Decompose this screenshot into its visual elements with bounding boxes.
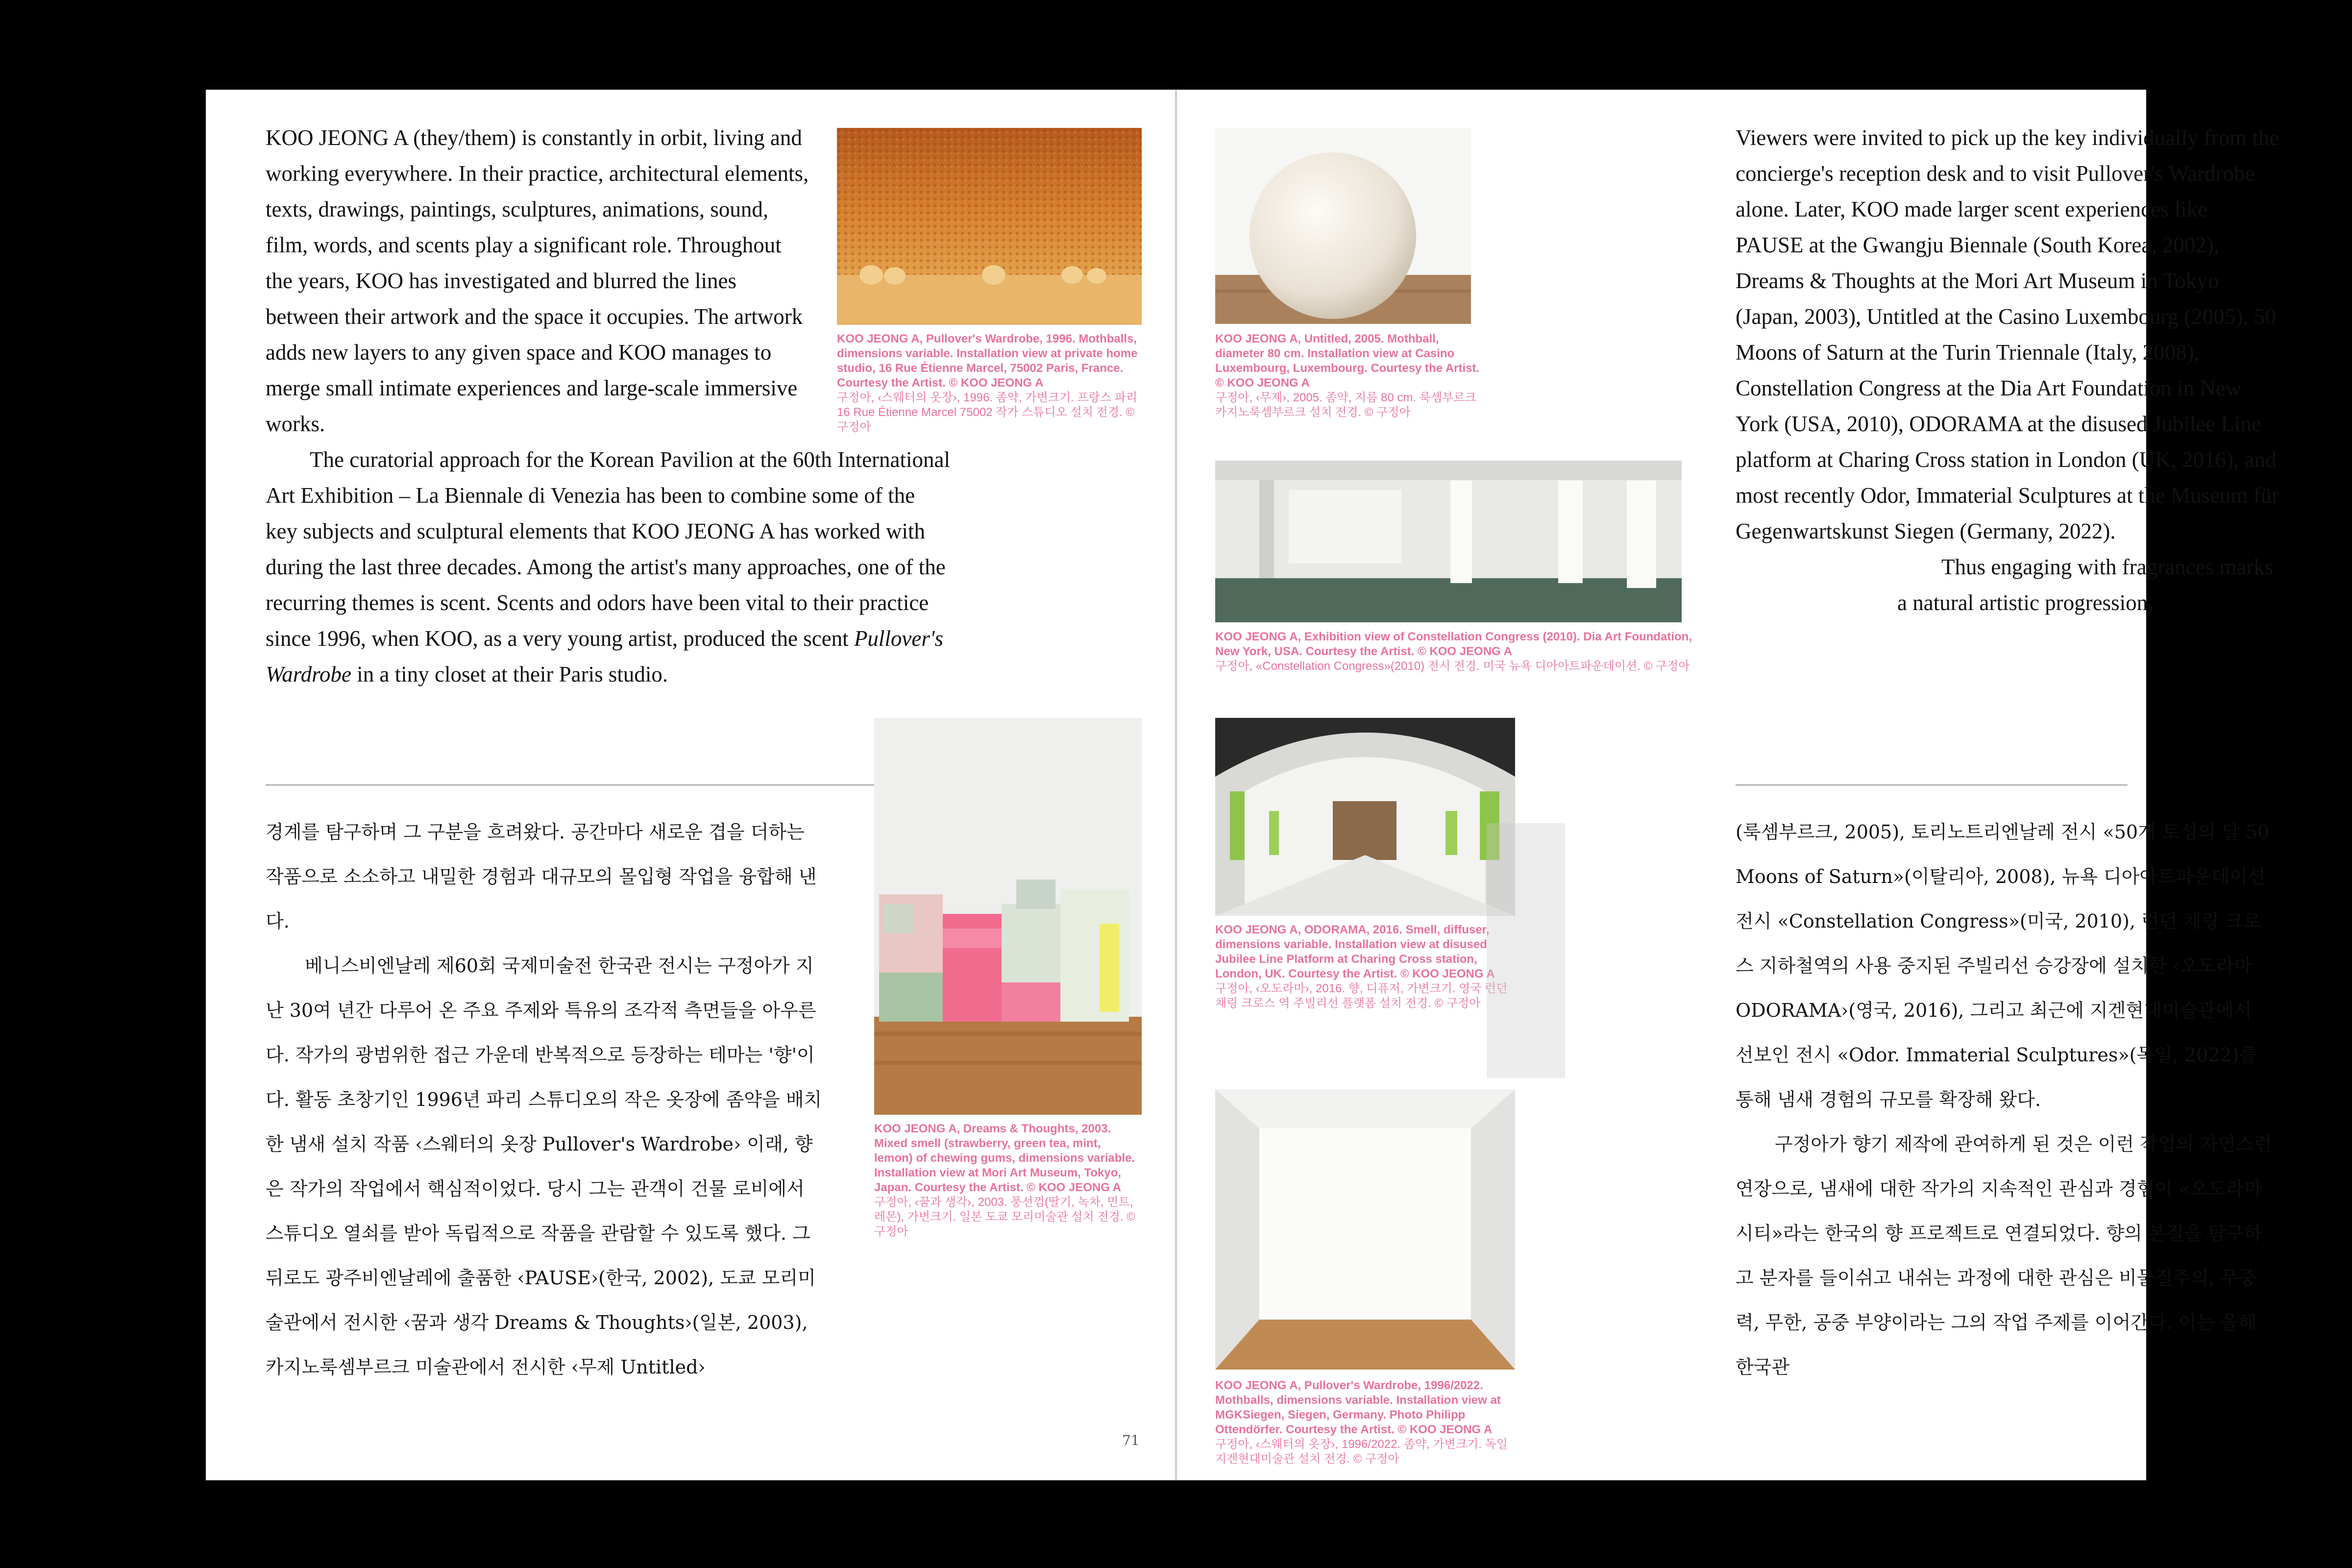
caption-pullovers-wardrobe-2022: KOO JEONG A, Pullover's Wardrobe, 1996/2022. Mothballs, dimensions variable. Installation view at MGKSiegen, Siegen, Germany. Photo Philipp Ottendörfer. Courtesy the Artist. © KOO JEONG A 구정아, ‹스웨터의 옷장›, 1996/2022. 좀약, 가변크기. 독일 지겐현대미술관 설치 전경. © 구정아 bbox=[1215, 1379, 1508, 1466]
right-page bbox=[1177, 90, 2279, 1480]
photo-pullovers-wardrobe-2022 bbox=[1215, 1089, 1515, 1370]
en-paragraph-3: Viewers were invited to pick up the key individually from the concierge's reception desk and to visit Pullover's Wardrobe alone. Later, KOO made larger scent experiences like PAUSE at the Gwangju Biennale (South Korea, 2002), Dreams & Thoughts at the Mori Art Museum in Tokyo (Japan, 2003), Untitled at the Casino Luxembourg (2005), 50 Moons of Saturn at the Turin Triennale (Italy, 2008), Constellation Congress at the Dia Art Foundation in New York (USA, 2010), ODORAMA at the disused Jubilee Line platform at Charing Cross station in London (UK, 2016), and most recently Odor, Immaterial Sculptures at the Museum für Gegenwartskunst Siegen (Germany, 2022). bbox=[1736, 125, 2279, 543]
ko-paragraph-1: 경계를 탐구하며 그 구분을 흐려왔다. 공간마다 새로운 겹을 더하는 작품으로 소소하고 내밀한 경험과 대규모의 몰입형 작업을 융합해 낸다. bbox=[266, 821, 817, 932]
left-page bbox=[206, 90, 1175, 1480]
caption-pullovers-wardrobe: KOO JEONG A, Pullover's Wardrobe, 1996. Mothballs, dimensions variable. Installation view at private home studio, 16 Rue Étienne Marcel, 75002 Paris, France. Courtesy the Artist. © KOO JEONG A 구정아, ‹스웨터의 옷장›, 1996. 좀약, 가변크기. 프랑스 파리 16 Rue Étienne Marcel 75002 작가 스튜디오 설치 전경. © 구정아 bbox=[837, 332, 1138, 434]
english-text-left bbox=[266, 120, 950, 692]
en-paragraph-2: The curatorial approach for the Korean Pavilion at the 60th International Art Exhibition – La Biennale di Venezia has been to combine some of the key subjects and sculptural elements that KOO JEONG A has worked with during the last three decades. Among the artist's many approaches, one of the recurring themes is scent. Scents and odors have been vital to their practice since 1996, when KOO, as a very young artist, produced the scent Pullover's Wardrobe in a tiny closet at their Paris studio. bbox=[266, 447, 950, 686]
photo-untitled-sphere bbox=[1215, 128, 1471, 324]
en-paragraph-1: KOO JEONG A (they/them) is constantly in orbit, living and working everywhere. In their practice, architectural elements, texts, drawings, paintings, sculptures, animations, sound, film, words, and scents play a significant role. Throughout the years, KOO has investigated and blurred the lines between their artwork and the space it occupies. The artwork adds new layers to any given space and KOO manages to merge small intimate experiences and large-scale immersive works. bbox=[266, 125, 809, 436]
translucent-overlay bbox=[1487, 823, 1565, 1078]
caption-untitled-sphere: KOO JEONG A, Untitled, 2005. Mothball, diameter 80 cm. Installation view at Casino Luxembourg, Luxembourg. Courtesy the Artist. © KOO JEONG A 구정아, ‹무제›, 2005. 좀약, 지름 80 cm. 룩셈부르크 카지노룩셈부르크 설치 전경. © 구정아 bbox=[1215, 332, 1480, 419]
caption-constellation-congress: KOO JEONG A, Exhibition view of Constellation Congress (2010). Dia Art Foundation, New York, USA. Courtesy the Artist. © KOO JEONG A 구정아, «Constellation Congress»(2010) 전시 전경. 미국 뉴욕 디아아트파운데이션. © 구정아 bbox=[1215, 630, 1692, 673]
caption-odorama: KOO JEONG A, ODORAMA, 2016. Smell, diffuser, dimensions variable. Installation view at disused Jubilee Line Platform at Charing Cross station, London, UK. Courtesy the Artist. © KOO JEONG A 구정아, ‹오도라마›, 2016. 향, 디퓨저, 가변크기. 영국 런던 채링 크로스 역 주빌리선 플랫폼 설치 전경. © 구정아 bbox=[1215, 923, 1508, 1010]
ko-paragraph-3: (룩셈부르크, 2005), 토리노트리엔날레 전시 «50개 토성의 달 50 Moons of Saturn»(이탈리아, 2008), 뉴욕 디아아트파운데이션 전시 «Constellation Congress»(미국, 2010), 런던 채링 크로스 지하철역의 사용 중지된 주빌리선 승강장에 설치한 ‹오도라마 ODORAMA›(영국, 2016), 그리고 최근에 지겐현대미술관에서 선보인 전시 «Odor. Immaterial Sculptures»(독일, 2022)를 통해 냄새 경험의 규모를 확장해 왔다. bbox=[1736, 821, 2270, 1110]
ko-paragraph-2: 베니스비엔날레 제60회 국제미술전 한국관 전시는 구정아가 지난 30여 년간 다루어 온 주요 주제와 특유의 조각적 측면들을 아우른다. 작가의 광범위한 접근 가운데 반복적으로 등장하는 테마는 '향'이다. 활동 초창기인 1996년 파리 스튜디오의 작은 옷장에 좀약을 배치한 냄새 설치 작품 ‹스웨터의 옷장 Pullover's Wardrobe› 이래, 향은 작가의 작업에서 핵심적이었다. 당시 그는 관객이 건물 로비에서 스튜디오 열쇠를 받아 독립적으로 작품을 관람할 수 있도록 했다. 그 뒤로도 광주비엔날레에 출품한 ‹PAUSE›(한국, 2002), 도쿄 모리미술관에서 전시한 ‹꿈과 생각 Dreams & Thoughts›(일본, 2003), 카지노룩셈부르크 미술관에서 전시한 ‹무제 Untitled› bbox=[266, 955, 822, 1378]
english-text-right bbox=[1736, 120, 2279, 621]
caption-dreams-and-thoughts: KOO JEONG A, Dreams & Thoughts, 2003. Mixed smell (strawberry, green tea, mint, lemon) of chewing gums, dimensions variable. Installation view at Mori Art Museum, Tokyo, Japan. Courtesy the Artist. © KOO JEONG A 구정아, ‹꿈과 생각›, 2003. 풍선껌(딸기, 녹차, 민트, 레몬), 가변크기. 일본 도쿄 모리미술관 설치 전경. © 구정아 bbox=[874, 1122, 1135, 1238]
ko-paragraph-4: 구정아가 향기 제작에 관여하게 된 것은 이런 작업의 자연스런 연장으로, 냄새에 대한 작가의 지속적인 관심과 경험이 «오도라마 시티»라는 한국의 향 프로젝트로 연결되었다. 향의 본질을 탐구하고 분자를 들이쉬고 내쉬는 과정에 대한 관심은 비물질주의, 무중력, 무한, 공중 부양이라는 그의 작업 주제를 이어간다. 이는 올해 한국관 bbox=[1736, 1133, 2272, 1378]
photo-constellation-congress bbox=[1215, 461, 1682, 622]
photo-pullovers-wardrobe bbox=[837, 128, 1142, 325]
photo-dreams-and-thoughts bbox=[874, 718, 1142, 1115]
photo-odorama bbox=[1215, 718, 1515, 916]
section-divider-right bbox=[1736, 784, 2128, 785]
section-divider-left bbox=[266, 784, 893, 785]
korean-text-right bbox=[1736, 810, 2275, 1390]
korean-text-left bbox=[266, 810, 824, 1390]
en-paragraph-4: Thus engaging with fragrances marks a natural artistic progression, bbox=[1897, 555, 2274, 615]
page-number: 71 bbox=[1122, 1432, 1140, 1448]
